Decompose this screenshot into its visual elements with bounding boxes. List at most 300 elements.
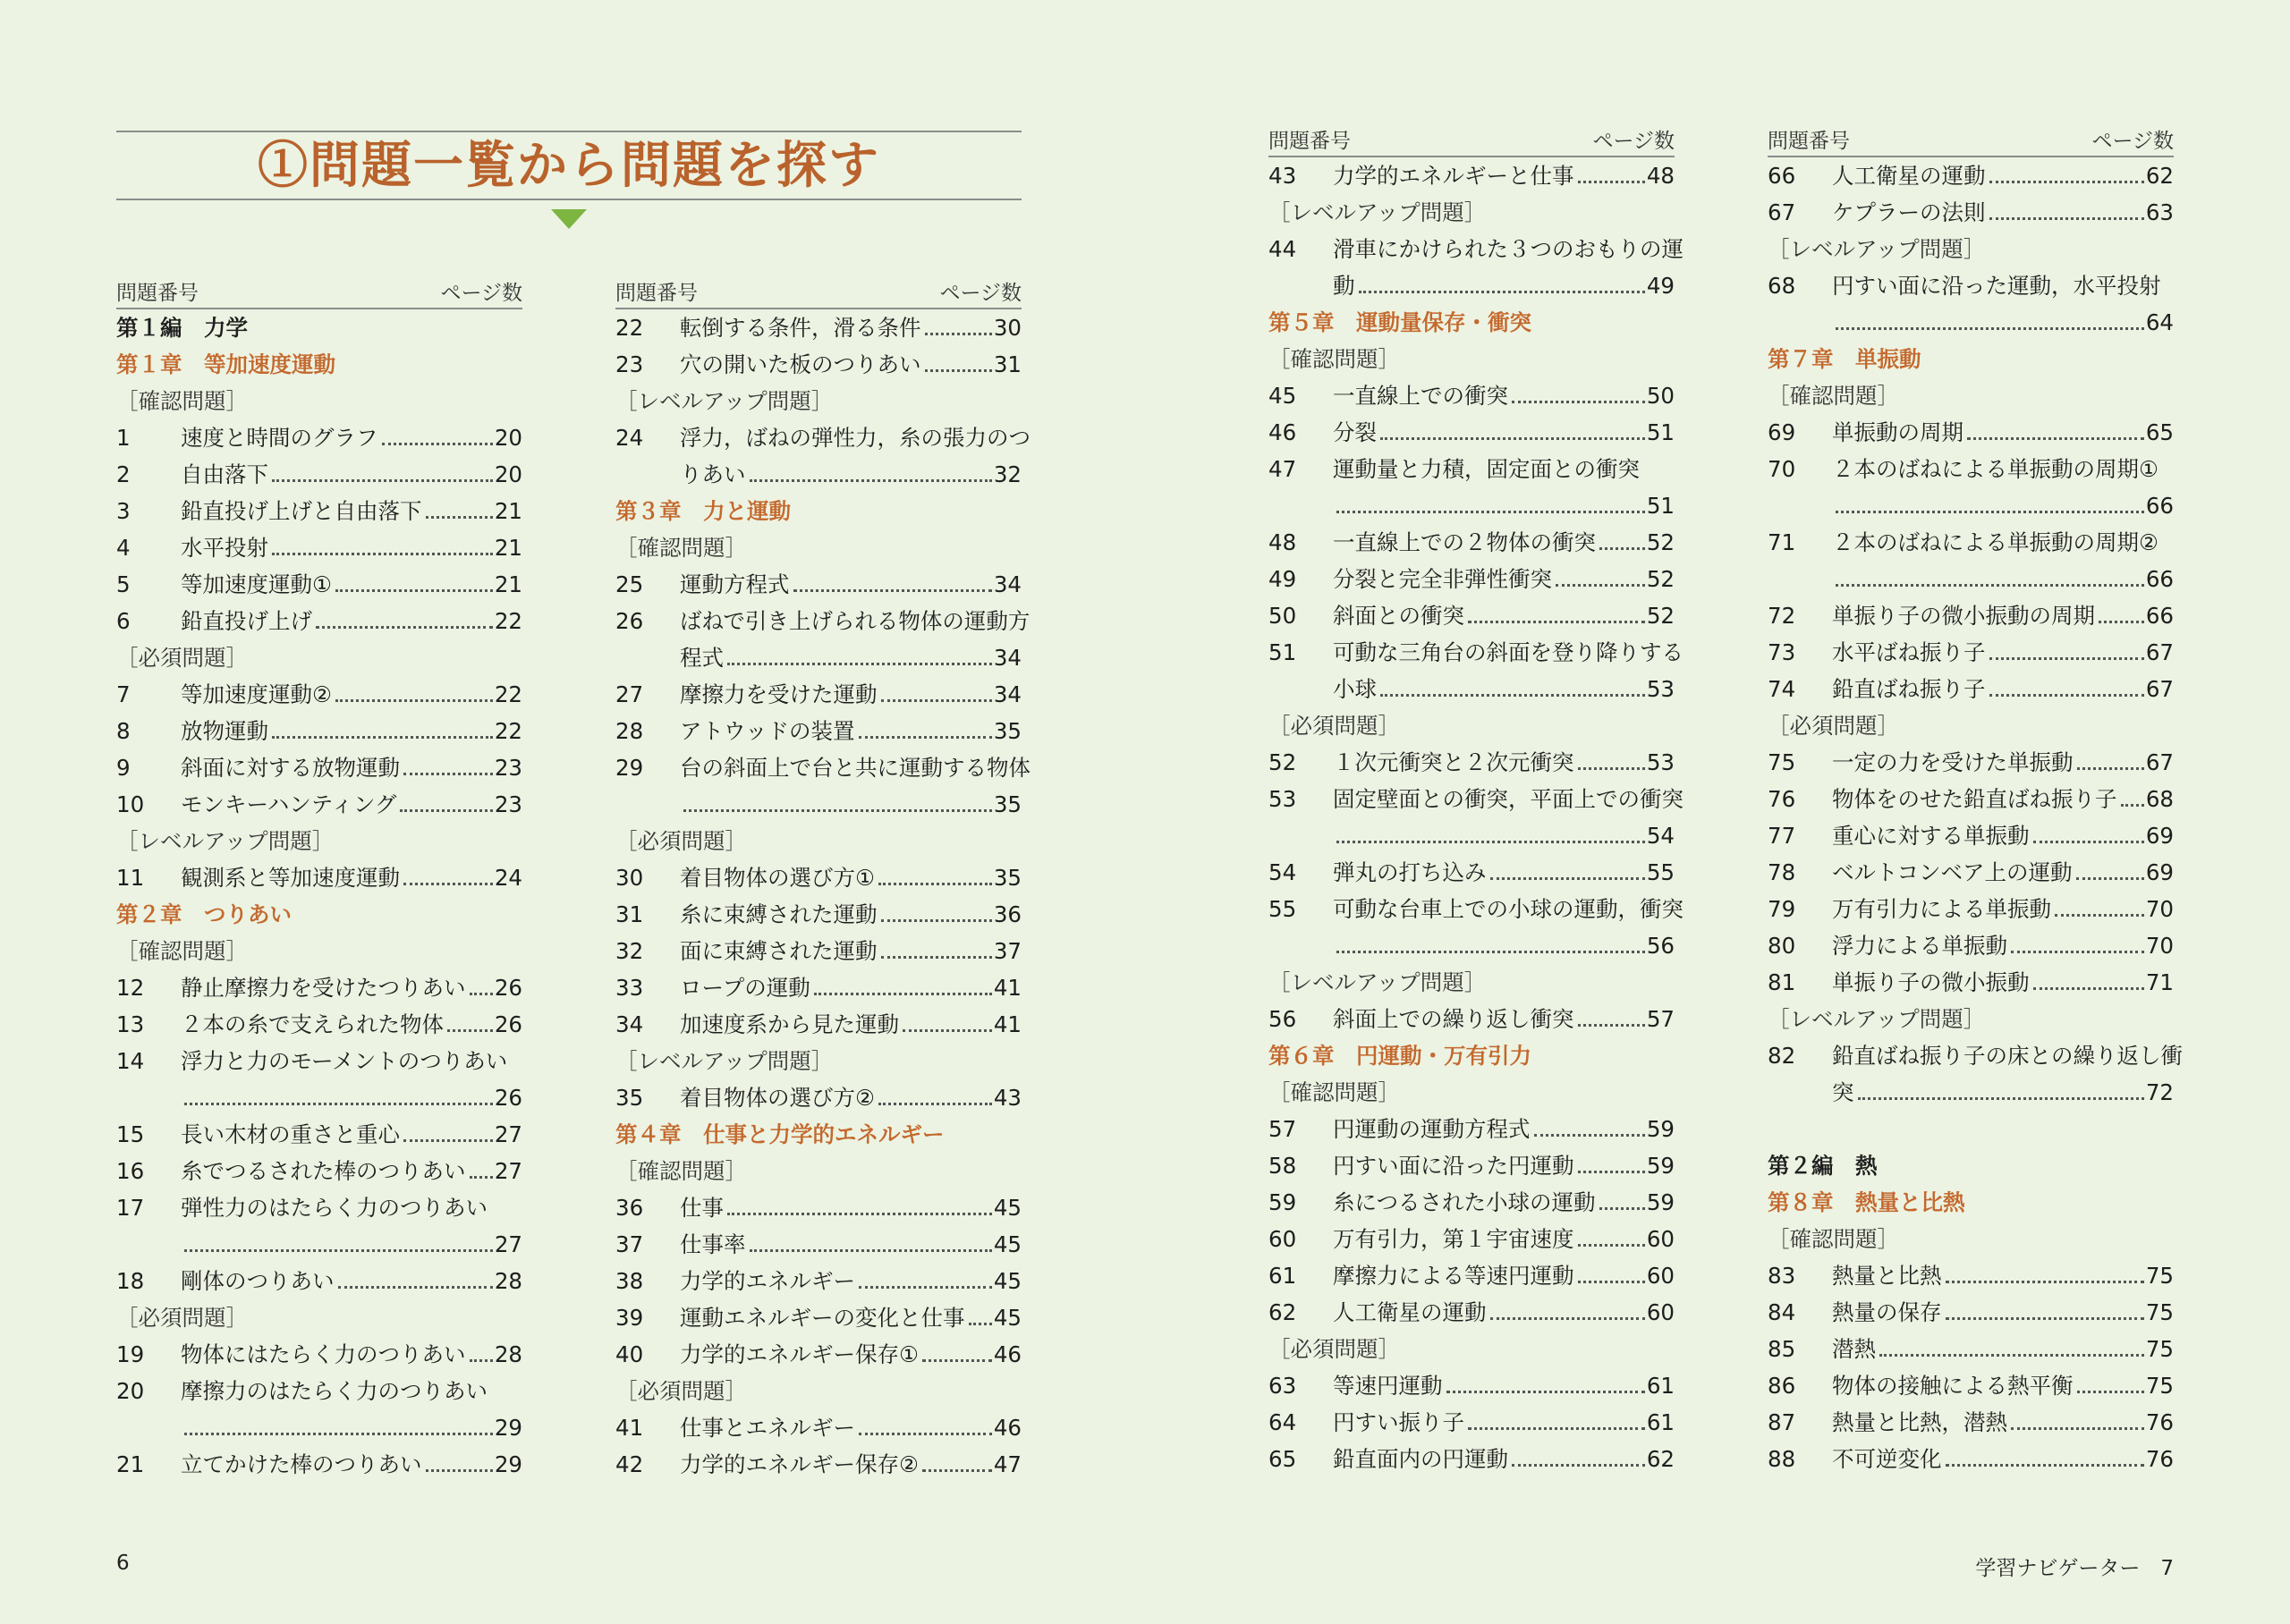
problem-entry[interactable] — [116, 566, 522, 603]
problem-line — [1832, 817, 2174, 854]
dot-leader — [1336, 511, 1645, 513]
column-header — [1268, 125, 1675, 157]
problem-number: 44 — [1268, 236, 1297, 262]
problem-number: 54 — [1268, 859, 1297, 885]
problem-entry[interactable] — [1768, 157, 2174, 194]
problem-number: 75 — [1768, 749, 1796, 775]
dot-leader — [814, 993, 992, 995]
problem-title: ばねで引き上げられる物体の運動方 — [680, 608, 1030, 634]
problem-entry[interactable] — [615, 1263, 1022, 1299]
chapter-heading: 第３章 力と運動 — [615, 498, 791, 524]
problem-page: 61 — [1646, 1373, 1675, 1399]
problem-title: 円すい面に沿った円運動 — [1333, 1153, 1574, 1179]
problem-body — [1832, 1037, 2183, 1111]
problem-entry[interactable] — [1768, 194, 2174, 231]
dot-leader — [1446, 1391, 1645, 1393]
problem-body — [181, 1336, 522, 1373]
problem-number: 86 — [1768, 1373, 1796, 1399]
problem-line — [1832, 267, 2174, 304]
problem-number: 66 — [1768, 163, 1796, 189]
problem-title: 剛体のつりあい — [181, 1268, 335, 1294]
problem-page: 60 — [1646, 1263, 1675, 1289]
problem-entry[interactable] — [116, 456, 522, 493]
section-label: ［必須問題］ — [1268, 1336, 1400, 1362]
section-label: ［必須問題］ — [116, 645, 248, 671]
problem-entry[interactable] — [116, 786, 522, 823]
problem-page: 59 — [1646, 1153, 1675, 1179]
problem-number: 48 — [1268, 529, 1297, 555]
problem-line — [181, 1409, 522, 1446]
problem-title: 力学的エネルギー保存① — [680, 1341, 919, 1367]
problem-entry[interactable] — [116, 493, 522, 529]
problem-title: 滑車にかけられた３つのおもりの運 — [1333, 236, 1684, 262]
problem-entry[interactable] — [1268, 744, 1675, 781]
problem-line — [1333, 891, 1684, 927]
problem-page: 35 — [993, 865, 1022, 891]
problem-entry[interactable] — [1268, 1184, 1675, 1221]
problem-line — [1832, 304, 2174, 341]
problem-entry[interactable] — [116, 676, 522, 713]
problem-page: 72 — [2145, 1079, 2174, 1105]
dot-leader — [2033, 841, 2144, 843]
problem-title: 浮力と力のモーメントのつりあい — [181, 1048, 508, 1074]
problem-entry[interactable] — [615, 1006, 1022, 1043]
problem-number: 27 — [615, 681, 644, 707]
problem-entry[interactable] — [1768, 1367, 2174, 1404]
problem-line — [680, 859, 1022, 896]
problem-body — [1832, 1404, 2174, 1441]
problem-body — [680, 1409, 1022, 1446]
problem-body — [680, 1336, 1022, 1373]
dot-leader — [470, 1176, 493, 1179]
problem-entry[interactable] — [1268, 561, 1675, 597]
problem-title: 運動量と力積，固定面との衝突 — [1333, 456, 1640, 482]
problem-entry[interactable] — [116, 1116, 522, 1153]
problem-number: 56 — [1268, 1006, 1297, 1032]
problem-body — [181, 419, 522, 456]
problem-title: 重心に対する単振動 — [1832, 823, 2030, 849]
dot-leader — [447, 1029, 493, 1032]
problem-line — [680, 1446, 1022, 1483]
problem-title: 自由落下 — [181, 461, 268, 487]
problem-body — [680, 419, 1030, 493]
problem-title: 等加速度運動① — [181, 571, 332, 597]
problem-body — [181, 969, 522, 1006]
dot-leader — [1989, 217, 2144, 220]
problem-entry[interactable] — [1268, 414, 1675, 451]
problem-entry[interactable] — [615, 1409, 1022, 1446]
problem-number: 31 — [615, 901, 644, 927]
problem-number: 53 — [1268, 786, 1297, 812]
problem-entry[interactable] — [116, 529, 522, 566]
problem-body — [1333, 1147, 1675, 1184]
problem-entry[interactable] — [116, 1446, 522, 1483]
problem-title: 一定の力を受けた単振動 — [1832, 749, 2074, 775]
problem-title: 可動な台車上での小球の運動，衝突 — [1333, 896, 1684, 922]
problem-entry[interactable] — [615, 1336, 1022, 1373]
problem-title: 面に束縛された運動 — [680, 938, 878, 964]
problem-number: 76 — [1768, 786, 1796, 812]
problem-entry[interactable] — [1768, 1294, 2174, 1331]
dot-leader — [1578, 181, 1645, 183]
problem-entry[interactable] — [1768, 1441, 2174, 1477]
problem-entry[interactable] — [1268, 1147, 1675, 1184]
problem-line — [181, 529, 522, 566]
problem-title: 単振り子の微小振動 — [1832, 969, 2030, 995]
column-header-number: 問題番号 — [1268, 130, 1351, 153]
problem-title: 仕事 — [680, 1195, 724, 1221]
dot-leader — [184, 1433, 493, 1435]
problem-entry[interactable] — [615, 1226, 1022, 1263]
problem-entry[interactable] — [116, 419, 522, 456]
problem-entry[interactable] — [116, 1263, 522, 1299]
dot-leader — [2121, 804, 2144, 807]
problem-entry[interactable] — [1768, 671, 2174, 707]
problem-entry[interactable] — [1768, 817, 2174, 854]
problem-entry[interactable] — [116, 1336, 522, 1373]
dot-leader — [338, 1286, 493, 1289]
section-label: ［レベルアップ問題］ — [1768, 236, 1986, 262]
dot-leader — [1946, 1281, 2144, 1283]
problem-title: 摩擦力による等速円運動 — [1333, 1263, 1574, 1289]
problem-page: 76 — [2145, 1446, 2174, 1472]
problem-line — [680, 1336, 1022, 1373]
problem-line — [1832, 451, 2174, 487]
problem-page: 21 — [494, 535, 522, 561]
problem-body — [680, 1446, 1022, 1483]
problem-number: 6 — [116, 608, 131, 634]
problem-entry[interactable] — [116, 1373, 522, 1446]
problem-title: 程式 — [680, 645, 724, 671]
problem-number: 30 — [615, 865, 644, 891]
problem-title: 円すい振り子 — [1333, 1409, 1464, 1435]
column-header-number: 問題番号 — [615, 282, 698, 305]
problem-body — [1832, 634, 2174, 671]
problem-number: 38 — [615, 1268, 644, 1294]
problem-entry[interactable] — [615, 713, 1022, 749]
problem-number: 62 — [1268, 1299, 1297, 1325]
dot-leader — [1534, 1134, 1645, 1137]
problem-number: 2 — [116, 461, 131, 487]
dot-leader — [184, 1103, 493, 1105]
problem-page: 70 — [2145, 933, 2174, 959]
problem-title: 万有引力，第１宇宙速度 — [1333, 1226, 1574, 1252]
problem-body — [1333, 1001, 1675, 1037]
problem-line — [181, 566, 522, 603]
problem-number: 22 — [615, 315, 644, 341]
index-column-3 — [1268, 125, 1684, 1477]
problem-title: 等速円運動 — [1333, 1373, 1443, 1399]
problem-number: 84 — [1768, 1299, 1796, 1325]
problem-entry[interactable] — [116, 1006, 522, 1043]
problem-line — [1333, 1221, 1675, 1257]
problem-line — [181, 713, 522, 749]
problem-entry[interactable] — [1268, 1404, 1675, 1441]
problem-entry[interactable] — [1768, 1331, 2174, 1367]
problem-page: 34 — [993, 681, 1022, 707]
problem-title: 速度と時間のグラフ — [181, 425, 378, 451]
problem-page: 43 — [993, 1085, 1022, 1111]
problem-line — [1333, 854, 1675, 891]
problem-body — [1832, 1331, 2174, 1367]
problem-number: 63 — [1268, 1373, 1297, 1399]
section-label: ［レベルアップ問題］ — [116, 828, 335, 854]
problem-title: 分裂 — [1333, 419, 1377, 445]
problem-entry[interactable] — [615, 676, 1022, 713]
problem-title: 長い木材の重さと重心 — [181, 1121, 400, 1147]
problem-title: 物体にはたらく力のつりあい — [181, 1341, 466, 1367]
problem-page: 62 — [1646, 1446, 1675, 1472]
problem-number: 51 — [1268, 639, 1297, 665]
problem-entry[interactable] — [1268, 1441, 1675, 1477]
problem-page: 30 — [993, 315, 1022, 341]
problem-entry[interactable] — [615, 603, 1030, 676]
problem-line — [680, 1006, 1022, 1043]
problem-entry[interactable] — [116, 1043, 522, 1116]
problem-entry[interactable] — [1768, 964, 2174, 1001]
problem-number: 50 — [1268, 603, 1297, 629]
problem-entry[interactable] — [1768, 1257, 2174, 1294]
problem-body — [181, 1263, 522, 1299]
problem-entry[interactable] — [1268, 891, 1684, 964]
problem-entry[interactable] — [1268, 524, 1675, 561]
problem-entry[interactable] — [615, 749, 1030, 823]
problem-title: アトウッドの装置 — [680, 718, 855, 744]
problem-entry[interactable] — [615, 1079, 1022, 1116]
problem-body — [1832, 267, 2174, 341]
dot-leader — [750, 479, 992, 482]
problem-line — [680, 676, 1022, 713]
problem-title: 水平投射 — [181, 535, 268, 561]
problem-entry[interactable] — [615, 969, 1022, 1006]
problem-line — [181, 456, 522, 493]
problem-body — [181, 603, 522, 639]
problem-page: 75 — [2145, 1336, 2174, 1362]
dot-leader — [859, 736, 992, 739]
problem-entry[interactable] — [615, 1446, 1022, 1483]
problem-entry[interactable] — [116, 749, 522, 786]
problem-entry[interactable] — [1268, 1367, 1675, 1404]
problem-entry[interactable] — [1268, 597, 1675, 634]
problem-page: 26 — [494, 1085, 522, 1111]
problem-entry[interactable] — [116, 859, 522, 896]
problem-entry[interactable] — [1268, 1257, 1675, 1294]
problem-page: 34 — [993, 571, 1022, 597]
dot-leader — [878, 883, 992, 885]
problem-entry[interactable] — [615, 859, 1022, 896]
problem-entry[interactable] — [116, 603, 522, 639]
problem-body — [1333, 1294, 1675, 1331]
problem-number: 13 — [116, 1011, 145, 1037]
problem-line — [680, 933, 1022, 969]
dot-leader — [1380, 694, 1645, 697]
problem-line — [181, 1336, 522, 1373]
problem-line — [1832, 1331, 2174, 1367]
problem-line — [1333, 451, 1675, 487]
problem-body — [181, 749, 522, 786]
problem-page: 51 — [1646, 419, 1675, 445]
column-header — [116, 277, 522, 309]
problem-entry[interactable] — [615, 1299, 1022, 1336]
problem-line — [1333, 524, 1675, 561]
problem-line — [1832, 1441, 2174, 1477]
problem-entry[interactable] — [1268, 231, 1684, 304]
problem-entry[interactable] — [1268, 1221, 1675, 1257]
section-label: ［必須問題］ — [615, 1378, 747, 1404]
problem-body — [1333, 854, 1675, 891]
problem-title: 糸に束縛された運動 — [680, 901, 878, 927]
problem-page: 60 — [1646, 1226, 1675, 1252]
problem-entry[interactable] — [1268, 634, 1684, 707]
dot-leader — [925, 333, 992, 335]
problem-title: 鉛直面内の円運動 — [1333, 1446, 1508, 1472]
problem-title: 摩擦力のはたらく力のつりあい — [181, 1378, 488, 1404]
dot-leader — [1578, 1024, 1645, 1027]
problem-line — [1832, 964, 2174, 1001]
dot-leader — [1836, 511, 2144, 513]
problem-entry[interactable] — [1768, 744, 2174, 781]
problem-line — [181, 419, 522, 456]
problem-entry[interactable] — [116, 1153, 522, 1189]
dot-leader — [272, 736, 493, 739]
problem-entry[interactable] — [1768, 781, 2174, 817]
dot-leader — [2033, 987, 2144, 990]
problem-number: 47 — [1268, 456, 1297, 482]
problem-title: 鉛直投げ上げと自由落下 — [181, 498, 422, 524]
problem-number: 43 — [1268, 163, 1297, 189]
problem-entry[interactable] — [116, 969, 522, 1006]
problem-title: 円運動の運動方程式 — [1333, 1116, 1531, 1142]
dot-leader — [382, 443, 493, 445]
dot-leader — [1836, 584, 2144, 587]
problem-body — [1832, 927, 2174, 964]
problem-body — [1333, 1184, 1675, 1221]
problem-entry[interactable] — [615, 566, 1022, 603]
problem-number: 40 — [615, 1341, 644, 1367]
section-label: ［確認問題］ — [1768, 383, 1899, 409]
problem-title: 加速度系から見た運動 — [680, 1011, 899, 1037]
problem-title: 穴の開いた板のつりあい — [680, 351, 921, 377]
problem-page: 70 — [2145, 896, 2174, 922]
problem-number: 19 — [116, 1341, 145, 1367]
problem-number: 8 — [116, 718, 131, 744]
problem-body — [181, 566, 522, 603]
problem-body — [181, 1006, 522, 1043]
problem-line — [181, 603, 522, 639]
problem-number: 81 — [1768, 969, 1796, 995]
problem-entry[interactable] — [1768, 1037, 2183, 1111]
problem-entry[interactable] — [1268, 377, 1675, 414]
problem-entry[interactable] — [615, 933, 1022, 969]
problem-number: 35 — [615, 1085, 644, 1111]
problem-entry[interactable] — [1268, 451, 1675, 524]
problem-number: 68 — [1768, 273, 1796, 299]
problem-number: 26 — [615, 608, 644, 634]
problem-body — [181, 1153, 522, 1189]
problem-body — [181, 859, 522, 896]
problem-line — [1333, 1184, 1675, 1221]
problem-entry[interactable] — [1268, 1001, 1675, 1037]
problem-entry[interactable] — [1768, 891, 2174, 927]
problem-title: １次元衝突と２次元衝突 — [1333, 749, 1574, 775]
problem-entry[interactable] — [1268, 781, 1684, 854]
dot-leader — [2011, 951, 2144, 953]
problem-entry[interactable] — [1768, 854, 2174, 891]
section-label: ［レベルアップ問題］ — [1268, 199, 1487, 225]
problem-page: 75 — [2145, 1373, 2174, 1399]
dot-leader — [859, 1433, 992, 1435]
dot-leader — [426, 1469, 493, 1472]
problem-number: 55 — [1268, 896, 1297, 922]
problem-entry[interactable] — [615, 419, 1030, 493]
problem-line — [1832, 1404, 2174, 1441]
problem-entry[interactable] — [1268, 854, 1675, 891]
problem-body — [1333, 451, 1675, 524]
problem-body — [1333, 157, 1675, 194]
problem-body — [1832, 1367, 2174, 1404]
problem-entry[interactable] — [1768, 597, 2174, 634]
problem-entry[interactable] — [615, 309, 1022, 346]
problem-entry[interactable] — [1768, 927, 2174, 964]
problem-entry[interactable] — [1768, 267, 2174, 341]
problem-line — [1832, 157, 2174, 194]
dot-leader — [1989, 181, 2144, 183]
problem-page: 50 — [1646, 383, 1675, 409]
problem-number: 74 — [1768, 676, 1796, 702]
problem-title: 人工衛星の運動 — [1333, 1299, 1487, 1325]
problem-entry[interactable] — [116, 713, 522, 749]
section-label: ［必須問題］ — [1768, 713, 1899, 739]
problem-entry[interactable] — [615, 896, 1022, 933]
problem-title: 着目物体の選び方② — [680, 1085, 875, 1111]
problem-entry[interactable] — [615, 346, 1022, 383]
problem-page: 22 — [494, 718, 522, 744]
problem-line — [181, 786, 522, 823]
problem-entry[interactable] — [116, 1189, 522, 1263]
problem-entry[interactable] — [1268, 1111, 1675, 1147]
problem-page: 52 — [1646, 529, 1675, 555]
problem-line — [1333, 414, 1675, 451]
problem-page: 54 — [1646, 823, 1675, 849]
problem-entry[interactable] — [1768, 414, 2174, 451]
problem-number: 58 — [1268, 1153, 1297, 1179]
problem-entry[interactable] — [1768, 634, 2174, 671]
problem-body — [1333, 414, 1675, 451]
problem-page: 66 — [2145, 493, 2174, 519]
problem-entry[interactable] — [1268, 157, 1675, 194]
column-header-page: ページ数 — [2091, 130, 2174, 153]
problem-page: 27 — [494, 1231, 522, 1257]
problem-title: 転倒する条件，滑る条件 — [680, 315, 921, 341]
chapter-heading: 第２章 つりあい — [116, 901, 292, 927]
problem-entry[interactable] — [1768, 524, 2174, 597]
problem-page: 41 — [993, 975, 1022, 1001]
problem-body — [181, 1373, 522, 1446]
problem-page: 59 — [1646, 1116, 1675, 1142]
problem-entry[interactable] — [1768, 1404, 2174, 1441]
problem-title: 仕事率 — [680, 1231, 746, 1257]
problem-number: 39 — [615, 1305, 644, 1331]
problem-body — [680, 1079, 1022, 1116]
dot-leader — [881, 919, 992, 922]
problem-body — [680, 859, 1022, 896]
problem-title: 円すい面に沿った運動，水平投射 — [1832, 273, 2161, 299]
problem-entry[interactable] — [1268, 1294, 1675, 1331]
problem-entry[interactable] — [615, 1189, 1022, 1226]
problem-page: 49 — [1646, 273, 1675, 299]
problem-entry[interactable] — [1768, 451, 2174, 524]
problem-title: 固定壁面との衝突，平面上での衝突 — [1333, 786, 1684, 812]
